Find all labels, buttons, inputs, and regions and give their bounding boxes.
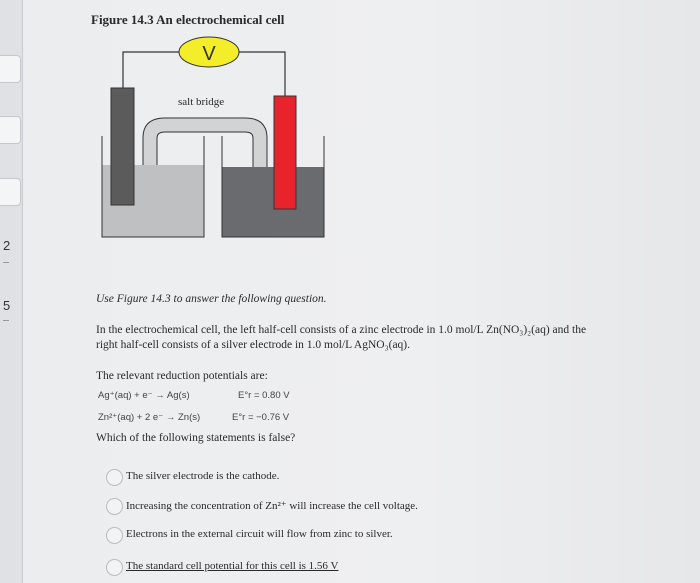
radio-button[interactable] <box>106 527 123 544</box>
answer-option[interactable] <box>106 558 406 578</box>
option-label[interactable]: Increasing the concentration of Zn²⁺ will increase the cell voltage. <box>126 500 418 512</box>
reduction-potential: E°r = 0.80 V <box>238 390 290 401</box>
question-number[interactable]: 5 <box>3 298 11 313</box>
silver-electrode <box>274 96 296 209</box>
reduction-potential: E°r = −0.76 V <box>232 412 290 423</box>
question-body-line: right half-cell consists of a silver electrode in 1.0 mol/L AgNO₃(aq). <box>96 339 410 351</box>
answer-option[interactable] <box>106 497 506 517</box>
question-body <box>96 323 656 353</box>
figure-title: Figure 14.3 An electrochemical cell <box>91 12 285 27</box>
salt-bridge-label: salt bridge <box>178 96 225 108</box>
radio-button[interactable] <box>106 498 123 515</box>
reaction-equation: Zn²⁺(aq) + 2 e⁻ → Zn(s) <box>98 412 201 423</box>
left-wire <box>123 52 180 92</box>
question-number[interactable]: 2 <box>3 238 11 253</box>
reaction-equation: Ag⁺(aq) + e⁻ → Ag(s) <box>98 390 190 401</box>
radio-button[interactable] <box>106 469 123 486</box>
radio-button[interactable] <box>106 559 123 576</box>
right-solution <box>222 167 324 237</box>
option-label[interactable]: The standard cell potential for this cell is 1.56 V <box>126 560 339 572</box>
voltmeter-label: V <box>202 43 216 65</box>
question-prompt: Which of the following statements is false? <box>96 432 296 444</box>
question-intro: Use Figure 14.3 to answer the following question. <box>96 293 327 305</box>
right-wire <box>238 52 285 98</box>
question-body-line: In the electrochemical cell, the left half-cell consists of a zinc electrode in 1.0 mol/L Zn(NO₃)₂(aq) and the <box>96 324 587 336</box>
option-label[interactable]: The silver electrode is the cathode. <box>126 470 280 482</box>
option-label[interactable]: Electrons in the external circuit will flow from zinc to silver. <box>126 528 393 540</box>
answer-option[interactable] <box>106 526 466 546</box>
zinc-electrode <box>111 88 134 205</box>
answer-option[interactable] <box>106 468 406 488</box>
potentials-title: The relevant reduction potentials are: <box>96 370 268 382</box>
